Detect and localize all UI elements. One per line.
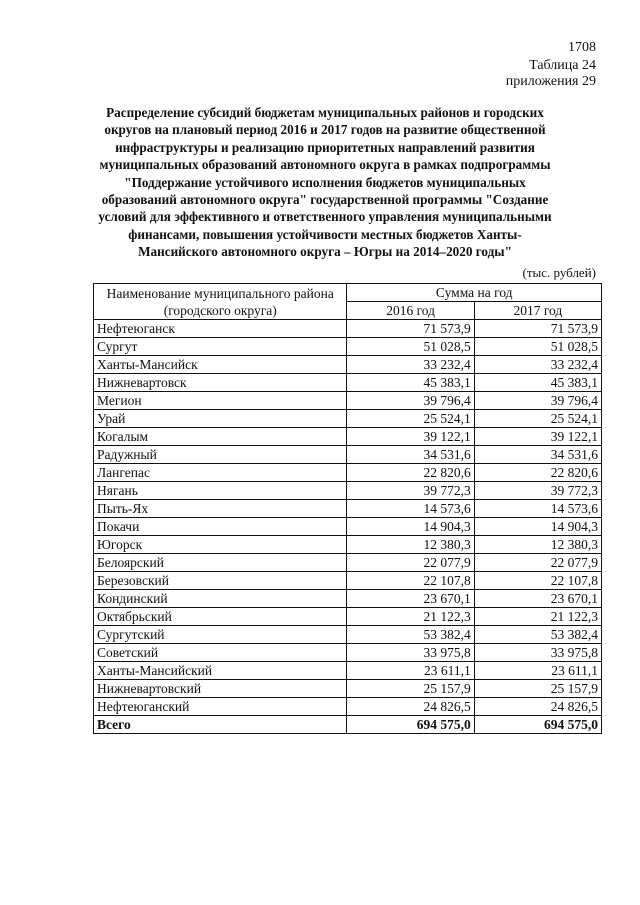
amount-2017: 22 107,8 [474,572,601,590]
amount-2017: 39 122,1 [474,428,601,446]
amount-2016: 53 382,4 [347,626,474,644]
amount-2016: 25 524,1 [347,410,474,428]
amount-2017: 71 573,9 [474,320,601,338]
table-row [94,338,602,356]
municipality-name: Советский [94,644,347,662]
amount-2017: 25 157,9 [474,680,601,698]
table-row [94,554,602,572]
amount-2016: 45 383,1 [347,374,474,392]
table-row [94,446,602,464]
column-header-sum: Сумма на год [347,284,602,302]
title-line: "Поддержание устойчивого исполнения бюджетов муниципальных [124,174,526,190]
municipality-name: Ханты-Мансийский [94,662,347,680]
amount-2016: 14 904,3 [347,518,474,536]
title-line: образований автономного округа" государственной программы "Создание [101,192,549,208]
amount-2017: 53 382,4 [474,626,601,644]
document-title [80,104,570,261]
municipality-name: Лангепас [94,464,347,482]
amount-2017: 22 077,9 [474,554,601,572]
amount-2016: 23 611,1 [347,662,474,680]
table-row [94,374,602,392]
amount-2016: 22 077,9 [347,554,474,572]
table-number: Таблица 24 [529,58,596,73]
column-header-name-line2: (городского округа) [163,302,277,318]
amount-2016: 39 796,4 [347,392,474,410]
amount-2017: 33 232,4 [474,356,601,374]
amount-2016: 25 157,9 [347,680,474,698]
municipality-name: Всего [94,716,347,734]
amount-2017: 694 575,0 [474,716,601,734]
amount-2017: 39 772,3 [474,482,601,500]
amount-2016: 22 820,6 [347,464,474,482]
amount-2017: 24 826,5 [474,698,601,716]
table-row [94,662,602,680]
amount-2016: 51 028,5 [347,338,474,356]
amount-2016: 12 380,3 [347,536,474,554]
table-row [94,698,602,716]
table-label [506,58,596,90]
amount-2017: 33 975,8 [474,644,601,662]
municipality-name: Радужный [94,446,347,464]
table-row [94,464,602,482]
table-row [94,518,602,536]
amount-2017: 22 820,6 [474,464,601,482]
municipality-name: Кондинский [94,590,347,608]
municipality-name: Когалым [94,428,347,446]
appendix-number: приложения 29 [505,74,596,89]
amount-2016: 24 826,5 [347,698,474,716]
amount-2017: 23 611,1 [474,662,601,680]
amount-2017: 39 796,4 [474,392,601,410]
title-line: условий для эффективного и ответственного управления муниципальными [98,209,552,225]
amount-2017: 25 524,1 [474,410,601,428]
table-row [94,680,602,698]
column-header-name [94,284,347,320]
municipality-name: Урай [94,410,347,428]
column-header-2017: 2017 год [474,302,601,320]
amount-2017: 34 531,6 [474,446,601,464]
table-row [94,410,602,428]
table-row [94,536,602,554]
amount-2016: 34 531,6 [347,446,474,464]
amount-2016: 71 573,9 [347,320,474,338]
amount-2017: 14 904,3 [474,518,601,536]
column-header-name-line1: Наименование муниципального района [106,285,334,301]
table-body [94,320,602,734]
title-line: округов на плановый период 2016 и 2017 годов на развитие общественной [104,122,546,138]
title-line: Распределение субсидий бюджетам муниципальных районов и городских [106,105,544,120]
amount-2016: 33 232,4 [347,356,474,374]
amount-2016: 39 122,1 [347,428,474,446]
amount-2017: 21 122,3 [474,608,601,626]
table-row [94,626,602,644]
title-line: инфраструктуры и реализацию приоритетных направлений развития [115,139,535,155]
amount-2017: 12 380,3 [474,536,601,554]
table-row [94,608,602,626]
municipality-name: Нефтеюганский [94,698,347,716]
table-row [94,482,602,500]
units-note: (тыс. рублей) [522,265,596,280]
amount-2017: 51 028,5 [474,338,601,356]
municipality-name: Сургутский [94,626,347,644]
table-row [94,590,602,608]
title-line: Мансийского автономного округа – Югры на 2014–2020 годы" [138,244,512,260]
table-row [94,428,602,446]
column-header-2016: 2016 год [347,302,474,320]
municipality-name: Нефтеюганск [94,320,347,338]
page-number: 1708 [568,40,596,55]
table-row [94,644,602,662]
table-row [94,356,602,374]
municipality-name: Ханты-Мансийск [94,356,347,374]
amount-2016: 22 107,8 [347,572,474,590]
amount-2016: 694 575,0 [347,716,474,734]
amount-2016: 21 122,3 [347,608,474,626]
amount-2016: 39 772,3 [347,482,474,500]
amount-2016: 23 670,1 [347,590,474,608]
municipality-name: Октябрьский [94,608,347,626]
municipality-name: Югорск [94,536,347,554]
municipality-name: Нягань [94,482,347,500]
municipality-name: Покачи [94,518,347,536]
table-row [94,572,602,590]
title-line: муниципальных образований автономного округа в рамках подпрограммы [99,157,551,173]
table-row [94,320,602,338]
municipality-name: Нижневартовский [94,680,347,698]
table-row [94,392,602,410]
amount-2017: 23 670,1 [474,590,601,608]
subsidy-table [93,283,602,734]
amount-2016: 33 975,8 [347,644,474,662]
title-line: финансами, повышения устойчивости местных бюджетов Ханты- [128,226,522,242]
table-row [94,500,602,518]
municipality-name: Нижневартовск [94,374,347,392]
amount-2016: 14 573,6 [347,500,474,518]
municipality-name: Пыть-Ях [94,500,347,518]
total-row [94,716,602,734]
table-header-row [94,284,602,302]
municipality-name: Мегион [94,392,347,410]
amount-2017: 14 573,6 [474,500,601,518]
municipality-name: Березовский [94,572,347,590]
amount-2017: 45 383,1 [474,374,601,392]
municipality-name: Сургут [94,338,347,356]
municipality-name: Белоярский [94,554,347,572]
